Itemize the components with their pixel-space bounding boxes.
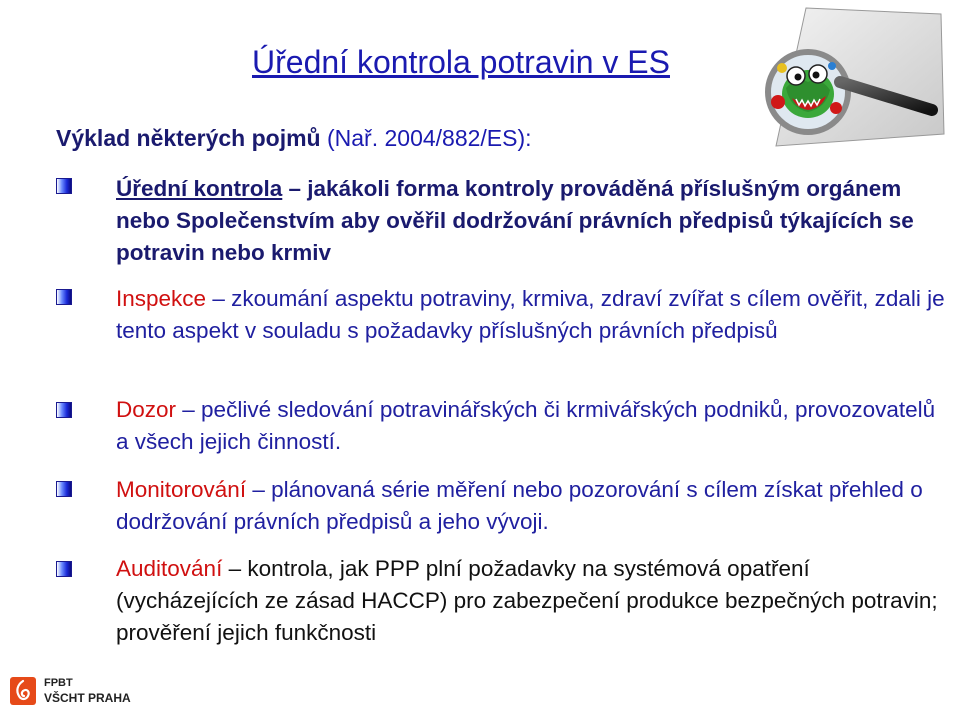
list-item [116,474,946,538]
logo-line-2: VŠCHT PRAHA [44,691,131,705]
list-item [116,394,946,458]
item-definition: – pečlivé sledování potravinářských či krmivářských podniků, provozovatelů a všech jejich činností. [116,397,936,454]
bullet-icon [56,402,72,418]
list-item [116,173,946,269]
logo-mark-icon [10,677,36,705]
list-item [116,283,946,347]
item-definition: – kontrola, jak PPP plní požadavky na systémová opatření (vycházejících ze zásad HACCP) pro zabezpečení produkce bezpečných potravin; prověření jejich funkčnosti [116,556,938,645]
item-term: Monitorování [116,477,247,502]
subtitle-regular: (Nař. 2004/882/ES): [320,125,532,151]
logo-line-1: FPBT [44,677,73,689]
item-term: Dozor [116,397,177,422]
item-definition: – jakákoli forma kontroly prováděná příslušným orgánem nebo Společenstvím aby ověřil dodržování právních předpisů týkajících se potravin nebo krmiv [116,176,914,265]
fpbt-logo [4,673,154,709]
subtitle-bold: Výklad některých pojmů [56,125,321,151]
item-term: Úřední kontrola [116,176,283,201]
list-item [116,553,946,649]
item-definition: – plánovaná série měření nebo pozorování s cílem získat přehled o dodržování právních předpisů a jeho vývoji. [116,477,923,534]
bullet-icon [56,481,72,497]
bullet-icon [56,289,72,305]
bullet-icon [56,561,72,577]
magnifier-bacteria-illustration [736,6,960,156]
item-definition: – zkoumání aspektu potraviny, krmiva, zdraví zvířat s cílem ověřit, zdali je tento aspekt v souladu s požadavky příslušných právních předpisů [116,286,945,343]
slide-title: Úřední kontrola potravin v ES [252,44,670,80]
item-term: Auditování [116,556,223,581]
bullet-icon [56,178,72,194]
subtitle [56,125,532,152]
item-term: Inspekce [116,286,207,311]
